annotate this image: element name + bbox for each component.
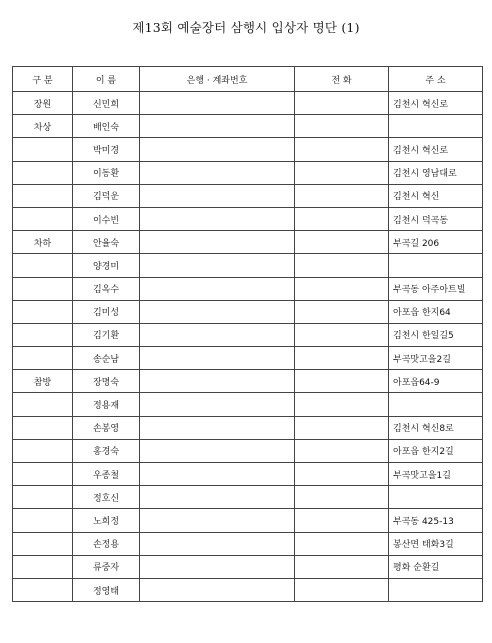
cell-category [13, 393, 73, 416]
table-row [13, 323, 483, 346]
cell-address: 김천시 영남대로 [389, 161, 483, 184]
cell-phone [295, 347, 389, 370]
cell-category [13, 509, 73, 532]
cell-category: 차상 [13, 115, 73, 138]
table-row [13, 184, 483, 207]
header-category: 구 분 [13, 67, 73, 92]
cell-phone [295, 92, 389, 115]
cell-phone [295, 486, 389, 509]
cell-bank-account [140, 439, 295, 462]
cell-bank-account [140, 254, 295, 277]
cell-bank-account [140, 486, 295, 509]
cell-bank-account [140, 532, 295, 555]
cell-phone [295, 555, 389, 578]
table-row [13, 254, 483, 277]
cell-phone [295, 161, 389, 184]
table-row [13, 416, 483, 439]
cell-bank-account [140, 578, 295, 601]
cell-name: 정호신 [73, 486, 140, 509]
cell-address [389, 115, 483, 138]
cell-name: 김미성 [73, 300, 140, 323]
cell-name: 손정용 [73, 532, 140, 555]
cell-name: 노희정 [73, 509, 140, 532]
cell-category [13, 463, 73, 486]
table-row [13, 532, 483, 555]
cell-address [389, 254, 483, 277]
cell-phone [295, 115, 389, 138]
cell-name: 장명숙 [73, 370, 140, 393]
header-bank-account: 은행 · 계좌번호 [140, 67, 295, 92]
cell-bank-account [140, 277, 295, 300]
cell-category [13, 300, 73, 323]
header-name: 이 름 [73, 67, 140, 92]
table-row [13, 161, 483, 184]
cell-phone [295, 416, 389, 439]
cell-address [389, 393, 483, 416]
cell-phone [295, 300, 389, 323]
cell-name: 박미경 [73, 138, 140, 161]
header-row [13, 67, 483, 92]
cell-name: 양경미 [73, 254, 140, 277]
cell-category [13, 347, 73, 370]
cell-address: 김천시 혁신8로 [389, 416, 483, 439]
cell-phone [295, 231, 389, 254]
cell-name: 우종철 [73, 463, 140, 486]
table-row [13, 555, 483, 578]
cell-address: 아포읍 한지2길 [389, 439, 483, 462]
cell-name: 신민희 [73, 92, 140, 115]
cell-bank-account [140, 231, 295, 254]
table-row [13, 439, 483, 462]
cell-bank-account [140, 184, 295, 207]
table-row [13, 509, 483, 532]
cell-bank-account [140, 115, 295, 138]
table-row [13, 370, 483, 393]
cell-name: 배인숙 [73, 115, 140, 138]
header-address: 주 소 [389, 67, 483, 92]
cell-address: 봉산면 태화3길 [389, 532, 483, 555]
cell-name: 김옥수 [73, 277, 140, 300]
cell-bank-account [140, 300, 295, 323]
cell-category [13, 277, 73, 300]
cell-name: 류중자 [73, 555, 140, 578]
cell-phone [295, 439, 389, 462]
cell-phone [295, 323, 389, 346]
table-row [13, 115, 483, 138]
cell-bank-account [140, 161, 295, 184]
cell-name: 정용재 [73, 393, 140, 416]
cell-phone [295, 254, 389, 277]
cell-bank-account [140, 138, 295, 161]
cell-bank-account [140, 463, 295, 486]
cell-address: 김천시 혁신로 [389, 92, 483, 115]
cell-address: 부곡동 425-13 [389, 509, 483, 532]
cell-name: 홍경숙 [73, 439, 140, 462]
cell-name: 송순남 [73, 347, 140, 370]
cell-bank-account [140, 347, 295, 370]
table-row [13, 347, 483, 370]
winners-table [12, 66, 483, 602]
cell-category [13, 161, 73, 184]
header-phone: 전 화 [295, 67, 389, 92]
cell-address: 김천시 한일길5 [389, 323, 483, 346]
cell-address: 김천시 혁신 [389, 184, 483, 207]
page-title: 제13회 예술장터 삼행시 입상자 명단 (1) [132, 20, 360, 35]
cell-phone [295, 207, 389, 230]
cell-address: 부곡맛고을2길 [389, 347, 483, 370]
cell-name: 안율숙 [73, 231, 140, 254]
cell-category [13, 439, 73, 462]
cell-address [389, 578, 483, 601]
table-row [13, 486, 483, 509]
table-row [13, 300, 483, 323]
cell-bank-account [140, 509, 295, 532]
cell-category: 장원 [13, 92, 73, 115]
cell-bank-account [140, 323, 295, 346]
cell-phone [295, 370, 389, 393]
cell-address: 부곡길 206 [389, 231, 483, 254]
cell-name: 이수빈 [73, 207, 140, 230]
cell-phone [295, 184, 389, 207]
cell-address: 아포읍64-9 [389, 370, 483, 393]
cell-address: 김천시 덕곡동 [389, 207, 483, 230]
table-header [13, 67, 483, 92]
cell-category [13, 254, 73, 277]
cell-address [389, 486, 483, 509]
cell-bank-account [140, 370, 295, 393]
cell-phone [295, 532, 389, 555]
cell-category [13, 207, 73, 230]
cell-category [13, 555, 73, 578]
cell-address: 평화 순환길 [389, 555, 483, 578]
cell-phone [295, 138, 389, 161]
cell-phone [295, 393, 389, 416]
cell-phone [295, 509, 389, 532]
cell-phone [295, 578, 389, 601]
table-row [13, 277, 483, 300]
table-row [13, 463, 483, 486]
table-row [13, 92, 483, 115]
cell-phone [295, 277, 389, 300]
cell-category [13, 323, 73, 346]
cell-category [13, 416, 73, 439]
cell-phone [295, 463, 389, 486]
cell-name: 김덕운 [73, 184, 140, 207]
table-row [13, 138, 483, 161]
cell-category: 참방 [13, 370, 73, 393]
table-row [13, 207, 483, 230]
cell-name: 이동환 [73, 161, 140, 184]
cell-bank-account [140, 92, 295, 115]
table-row [13, 393, 483, 416]
cell-address: 김천시 혁신로 [389, 138, 483, 161]
cell-category [13, 578, 73, 601]
cell-category [13, 184, 73, 207]
cell-address: 부곡동 아주아트빌 [389, 277, 483, 300]
cell-bank-account [140, 207, 295, 230]
cell-name: 정영태 [73, 578, 140, 601]
cell-bank-account [140, 555, 295, 578]
table-body [13, 92, 483, 602]
cell-bank-account [140, 393, 295, 416]
cell-category [13, 138, 73, 161]
cell-category [13, 486, 73, 509]
cell-bank-account [140, 416, 295, 439]
cell-name: 김기환 [73, 323, 140, 346]
cell-address: 아포읍 한지64 [389, 300, 483, 323]
table-row [13, 578, 483, 601]
table-row [13, 231, 483, 254]
cell-address: 부곡맛고을1길 [389, 463, 483, 486]
cell-category: 차하 [13, 231, 73, 254]
cell-name: 손봉영 [73, 416, 140, 439]
cell-category [13, 532, 73, 555]
